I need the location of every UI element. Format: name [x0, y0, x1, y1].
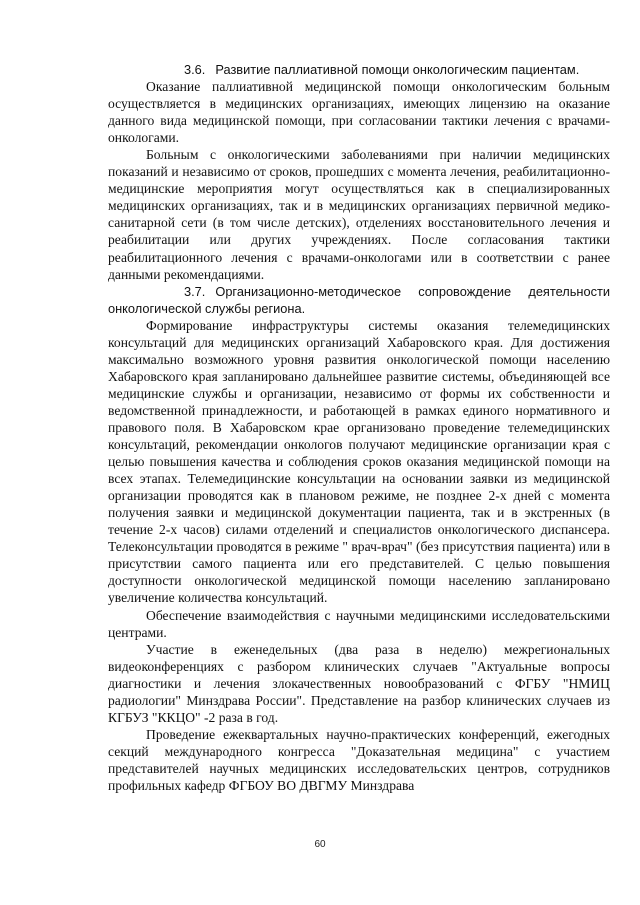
section-title: Развитие паллиативной помощи онкологическим пациентам.	[215, 62, 580, 77]
section-title: Организационно-методическое сопровождение деятельности онкологической службы региона.	[108, 283, 610, 316]
paragraph: Оказание паллиативной медицинской помощи онкологическим больным осуществляется в медицинских организациях, имеющих лицензию на оказание данного вида медицинской помощи, при согласовании тактики лечения с врачами- онкологами.	[108, 79, 610, 146]
section-number: 3.6.	[184, 62, 206, 77]
section-heading-3-6	[108, 61, 610, 78]
paragraph: Обеспечение взаимодействия с научными медицинскими исследовательскими центрами.	[108, 607, 610, 640]
paragraph: Больным с онкологическими заболеваниями при наличии медицинских показаний и независимо от сроков, прошедших с момента лечения, реабилитационно-медицинские мероприятия могут осуществляться как в специализированных медицинских организациях, так и в медицинских организациях первичной медико-санитарной сети (в том числе детских), отделениях восстановительного лечения и реабилитации или других учреждениях. После согласования тактики реабилитационного лечения с врачами-онкологами или в соответствии с ранее данными рекомендациями.	[108, 147, 610, 282]
paragraph: Формирование инфраструктуры системы оказания телемедицинских консультаций для медицинских организаций Хабаровского края. Для достижения максимально возможного уровня развития онкологической помощи населению Хабаровского края запланировано дальнейшее развитие системы, объединяющей все медицинские службы и организации, независимо от формы их собственности и ведомственной принадлежности, и работающей в рамках единого нормативного и правового поля. В Хабаровском крае организовано проведение телемедицинских консультаций, рекомендации онкологов получают медицинские организации края с целью повышения качества и соблюдения сроков оказания медицинской помощи на всех этапах. Телемедицинские консультации на основании заявки из медицинской организации проводятся как в плановом режиме, не позднее 2-х дней с момента получения заявки и медицинской документации пациента, так и в экстренных (в течение 2-х часов) силами отделений и специалистов онкологического диспансера. Телеконсультации проводятся в режиме " врач-врач" (без присутствия пациента) или в присутствии самого пациента или его представителей. С целью повышения доступности онкологической медицинской помощи населению запланировано увеличение количества консультаций.	[108, 317, 610, 606]
section-number: 3.7.	[184, 283, 206, 299]
body-text	[108, 61, 610, 794]
page-number: 60	[314, 839, 326, 850]
paragraph: Проведение ежеквартальных научно-практических конференций, ежегодных секций международного конгресса "Доказательная медицина" с участием представителей научных медицинских исследовательских центров, сотрудников профильных кафедр ФГБОУ ВО ДВГМУ Минздрава	[108, 726, 610, 793]
section-heading-3-7	[108, 283, 610, 317]
paragraph: Участие в еженедельных (два раза в неделю) межрегиональных видеоконференциях с разбором клинических случаев "Актуальные вопросы диагностики и лечения злокачественных новообразований с ФГБУ "НМИЦ радиологии" Минздрава России". Представление на разбор клинических случаев из КГБУЗ "ККЦО" -2 раза в год.	[108, 641, 610, 725]
